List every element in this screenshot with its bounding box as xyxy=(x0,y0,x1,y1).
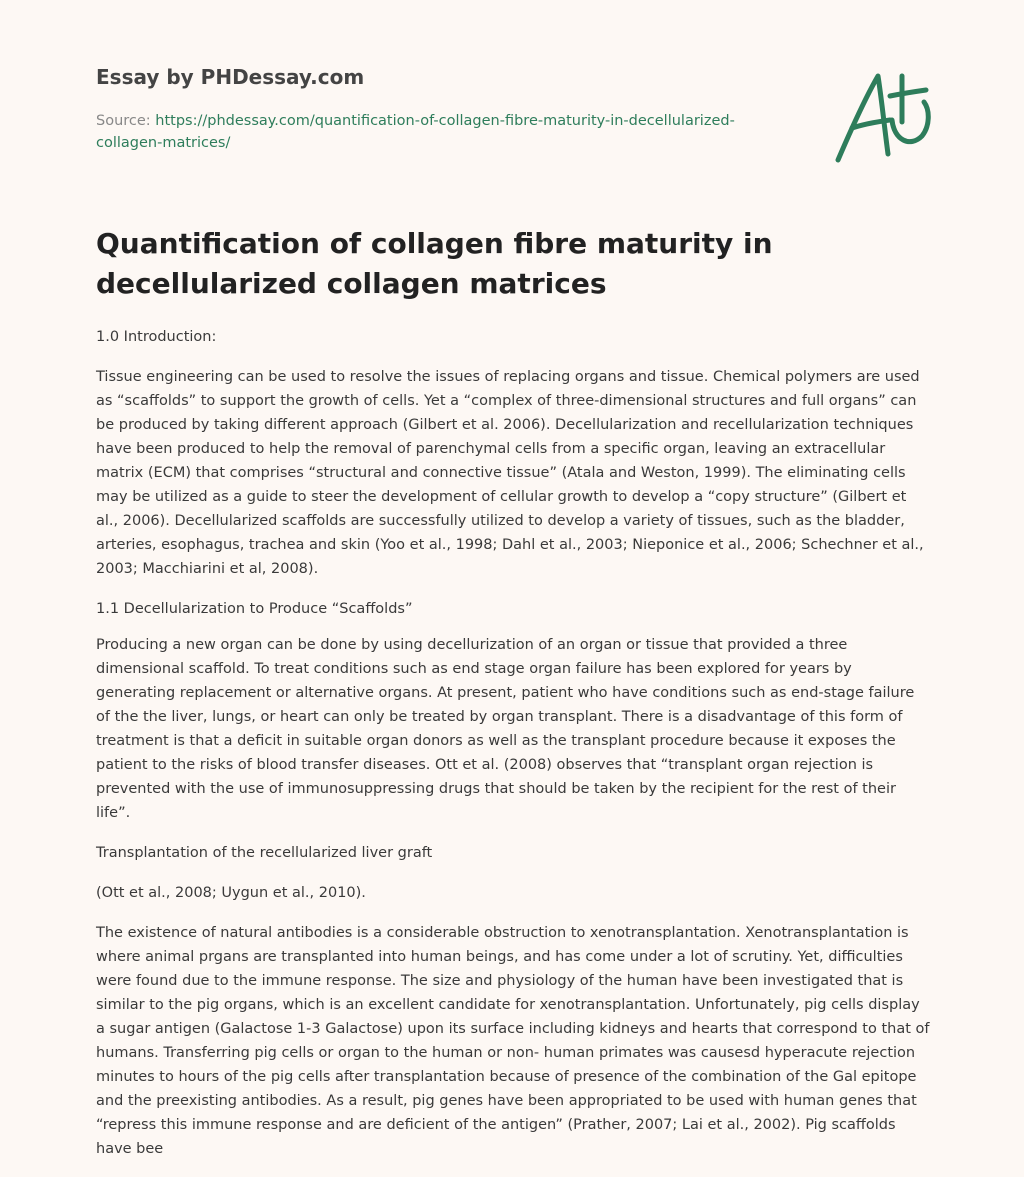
a-plus-logo xyxy=(830,62,940,172)
a-plus-logo-icon xyxy=(830,62,940,172)
figure-caption: Transplantation of the recellularized liver graft xyxy=(96,845,433,861)
paragraph: The existence of natural antibodies is a considerable obstruction to xenotransplantation. Xenotransplantation is where animal prgans are transplanted into human beings, and has come under a lot of scrutiny. Yet, difficulties were found due to the immune response. The size and physiology of the human have been investigated that is similar to the pig organs, which is an excellent candidate for xenotransplantation. Unfortunately, pig cells display a sugar antigen (Galactose 1-3 Galactose) upon its surface including kidneys and hearts that correspond to that of humans. Transferring pig cells or organ to the human or non- human primates was causesd hyperacute rejection minutes to hours of the pig cells after transplantation because of presence of the combination of the Gal epitope and the preexisting antibodies. As a result, pig genes have been appropriated to be used with human genes that “repress this immune response and are deficient of the antigen” (Prather, 2007; Lai et al., 2002). Pig scaffolds have bee xyxy=(96,925,930,1157)
source-link[interactable]: https://phdessay.com/quantification-of-collagen-fibre-maturity-in-decellularized-collagen-matrices/ xyxy=(96,113,735,151)
citation-line: (Ott et al., 2008; Uygun et al., 2010). xyxy=(96,885,366,901)
article-title: Quantification of collagen fibre maturity in decellularized collagen matrices xyxy=(96,227,773,300)
section-heading-decellularization: 1.1 Decellularization to Produce “Scaffolds” xyxy=(96,601,413,617)
source-label: Source: xyxy=(96,113,156,129)
paragraph: Tissue engineering can be used to resolve the issues of replacing organs and tissue. Chemical polymers are used as “scaffolds” to support the growth of cells. Yet a “complex of three-dimensional structures and full organs” can be produced by taking different approach (Gilbert et al. 2006). Decellularization and recellularization techniques have been produced to help the removal of parenchymal cells from a specific organ, leaving an extracellular matrix (ECM) that comprises “structural and connective tissue” (Atala and Weston, 1999). The eliminating cells may be utilized as a guide to steer the development of cellular growth to develop a “copy structure” (Gilbert et al., 2006). Decellularized scaffolds are successfully utilized to develop a variety of tissues, such as the bladder, arteries, esophagus, trachea and skin (Yoo et al., 1998; Dahl et al., 2003; Nieponice et al., 2006; Schechner et al., 2003; Macchiarini et al, 2008). xyxy=(96,369,924,577)
section-heading-introduction: 1.0 Introduction: xyxy=(96,329,217,345)
paragraph: Producing a new organ can be done by using decellurization of an organ or tissue that provided a three dimensional scaffold. To treat conditions such as end stage organ failure has been explored for years by generating replacement or alternative organs. At present, patient who have conditions such as end-stage failure of the the liver, lungs, or heart can only be treated by organ transplant. There is a disadvantage of this form of treatment is that a deficit in suitable organ donors as well as the transplant procedure because it exposes the patient to the risks of blood transfer diseases. Ott et al. (2008) observes that “transplant organ rejection is prevented with the use of immunosuppressing drugs that should be taken by the recipient for the rest of their life”. xyxy=(96,637,915,821)
site-title: Essay by PHDessay.com xyxy=(96,65,365,89)
source-line xyxy=(96,110,776,154)
article-body xyxy=(96,325,932,1177)
